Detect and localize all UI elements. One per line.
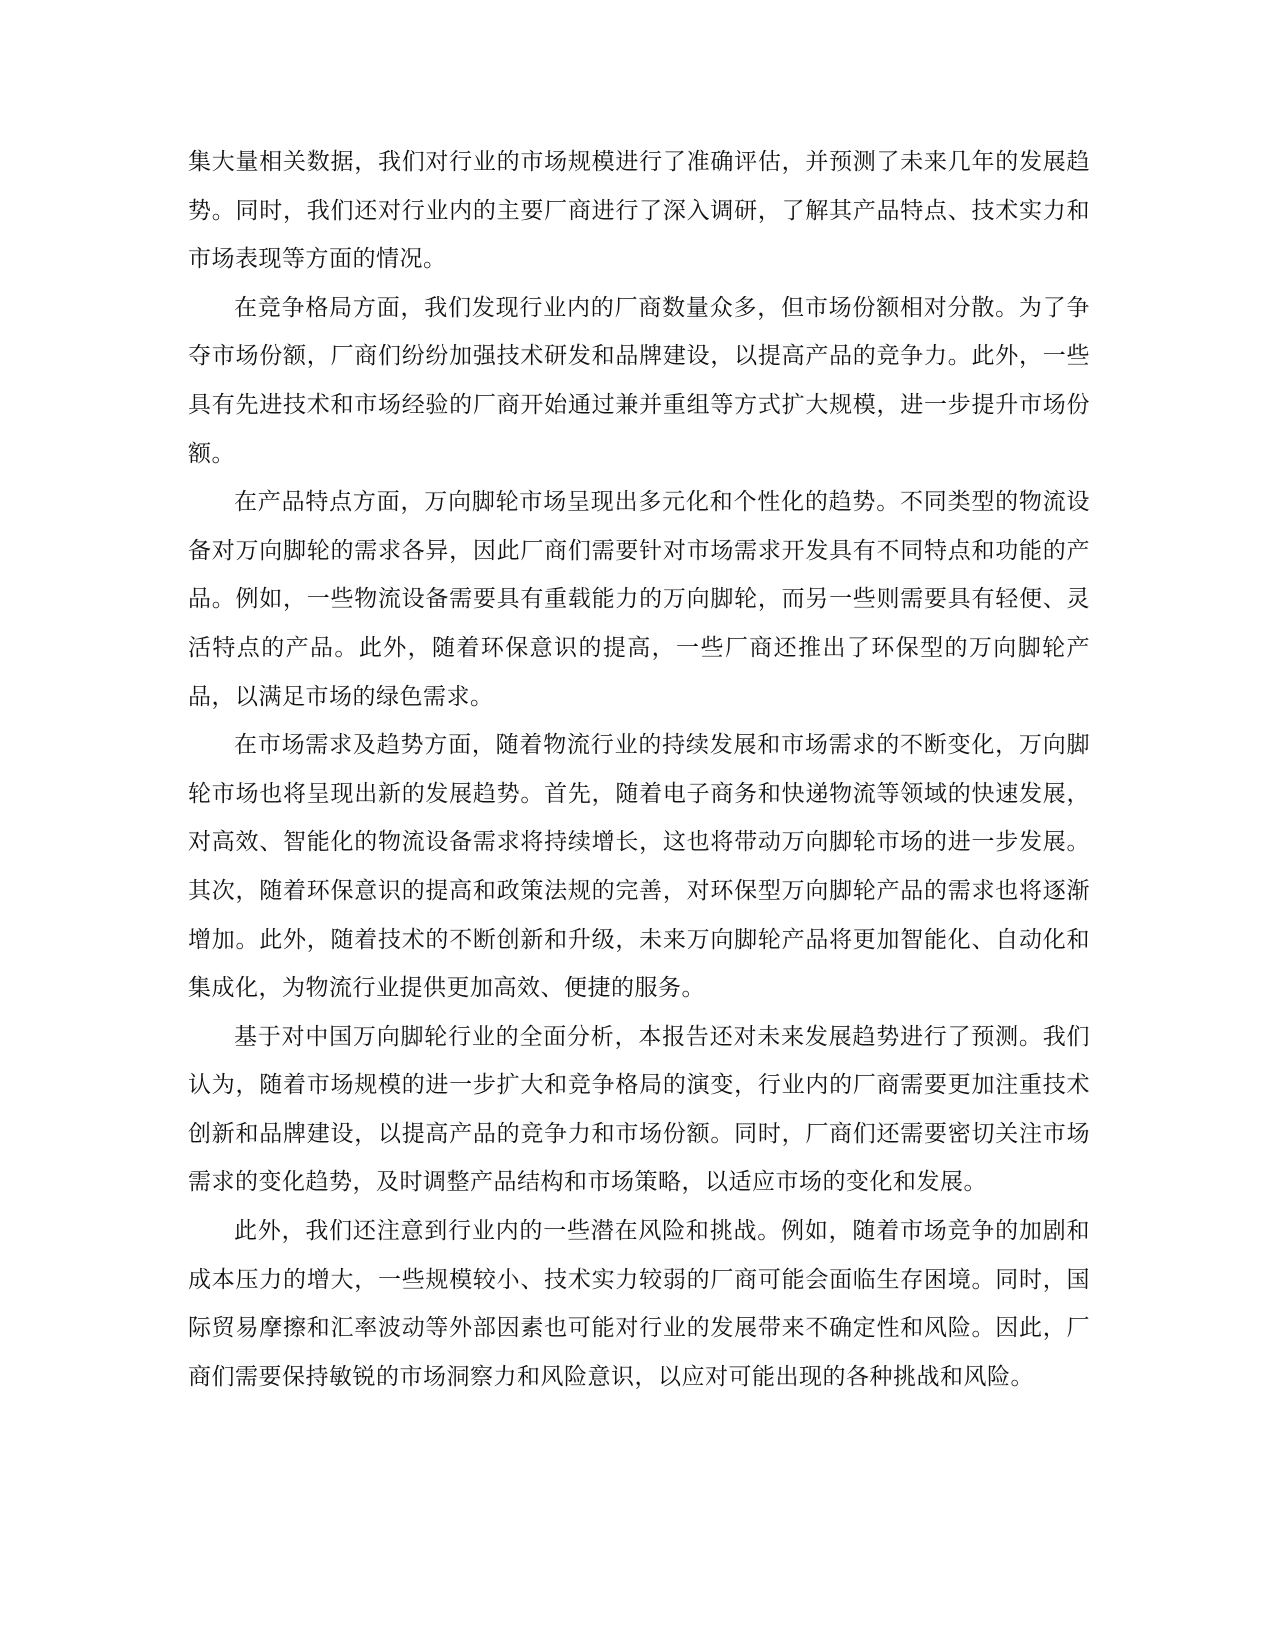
paragraph-forecast: 基于对中国万向脚轮行业的全面分析，本报告还对未来发展趋势进行了预测。我们认为，随着市场规模的进一步扩大和竞争格局的演变，行业内的厂商需要更加注重技术创新和品牌建设，以提高产品的竞争力和市场份额。同时，厂商们还需要密切关注市场需求的变化趋势，及时调整产品结构和市场策略，以适应市场的变化和发展。 <box>188 1023 1090 1196</box>
paragraph-risks: 此外，我们还注意到行业内的一些潜在风险和挑战。例如，随着市场竞争的加剧和成本压力的增大，一些规模较小、技术实力较弱的厂商可能会面临生存困境。同时，国际贸易摩擦和汇率波动等外部因素也可能对行业的发展带来不确定性和风险。因此，厂商们需要保持敏锐的市场洞察力和风险意识，以应对可能出现的各种挑战和风险。 <box>188 1218 1090 1390</box>
document-body <box>188 138 1090 1401</box>
paragraph-continuation: 集大量相关数据，我们对行业的市场规模进行了准确评估，并预测了未来几年的发展趋势。同时，我们还对行业内的主要厂商进行了深入调研，了解其产品特点、技术实力和市场表现等方面的情况。 <box>188 149 1090 273</box>
paragraph-product-features: 在产品特点方面，万向脚轮市场呈现出多元化和个性化的趋势。不同类型的物流设备对万向脚轮的需求各异，因此厂商们需要针对市场需求开发具有不同特点和功能的产品。例如，一些物流设备需要具有重载能力的万向脚轮，而另一些则需要具有轻便、灵活特点的产品。此外，随着环保意识的提高，一些厂商还推出了环保型的万向脚轮产品，以满足市场的绿色需求。 <box>188 489 1090 710</box>
paragraph-competition: 在竞争格局方面，我们发现行业内的厂商数量众多，但市场份额相对分散。为了争夺市场份额，厂商们纷纷加强技术研发和品牌建设，以提高产品的竞争力。此外，一些具有先进技术和市场经验的厂商开始通过兼并重组等方式扩大规模，进一步提升市场份额。 <box>188 294 1090 467</box>
paragraph-market-demand: 在市场需求及趋势方面，随着物流行业的持续发展和市场需求的不断变化，万向脚轮市场也将呈现出新的发展趋势。首先，随着电子商务和快递物流等领域的快速发展，对高效、智能化的物流设备需求将持续增长，这也将带动万向脚轮市场的进一步发展。其次，随着环保意识的提高和政策法规的完善，对环保型万向脚轮产品的需求也将逐渐增加。此外，随着技术的不断创新和升级，未来万向脚轮产品将更加智能化、自动化和集成化，为物流行业提供更加高效、便捷的服务。 <box>188 732 1090 1002</box>
